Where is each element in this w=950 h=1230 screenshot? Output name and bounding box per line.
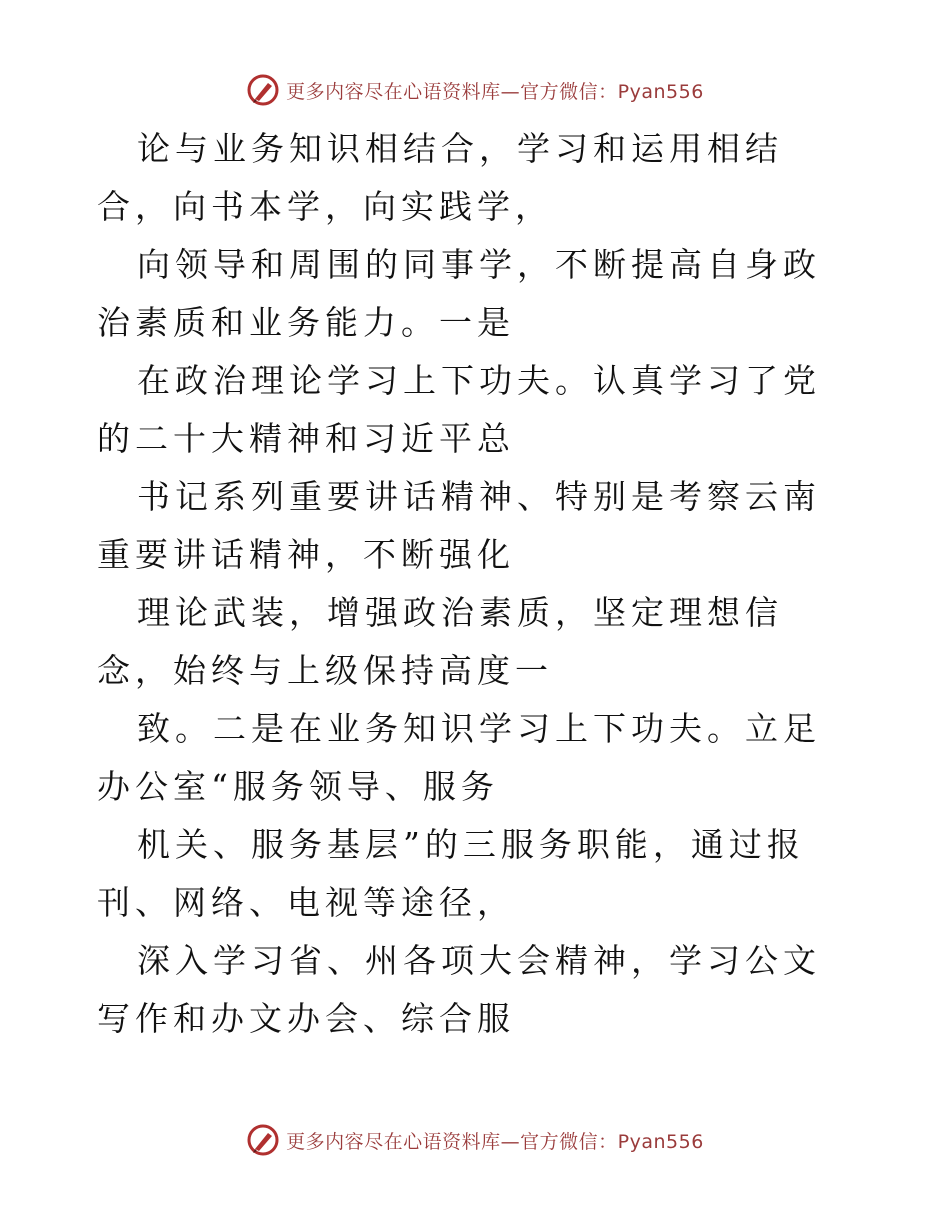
paragraph: 论与业务知识相结合，学习和运用相结合，向书本学，向实践学， [97, 129, 783, 226]
paragraph: 机关、服务基层”的三服务职能，通过报刊、网络、电视等途径， [97, 825, 805, 922]
paragraph: 深入学习省、州各项大会精神，学习公文写作和办文办会、综合服 [97, 941, 821, 1038]
document-body [97, 120, 857, 1048]
paragraph: 书记系列重要讲话精神、特别是考察云南重要讲话精神，不断强化 [97, 477, 821, 574]
header-banner-text: 更多内容尽在心语资料库—官方微信：Pyan556 [286, 80, 704, 103]
paragraph: 致。二是在业务知识学习上下功夫。立足办公室“服务领导、服务 [97, 709, 821, 806]
pen-logo-icon [246, 73, 280, 107]
paragraph: 向领导和周围的同事学，不断提高自身政治素质和业务能力。一是 [97, 245, 821, 342]
footer-banner [0, 1120, 950, 1160]
paragraph: 理论武装，增强政治素质，坚定理想信念，始终与上级保持高度一 [97, 593, 783, 690]
pen-logo-icon [246, 1123, 280, 1157]
footer-banner-text: 更多内容尽在心语资料库—官方微信：Pyan556 [286, 1130, 704, 1153]
header-banner [0, 70, 950, 110]
paragraph: 在政治理论学习上下功夫。认真学习了党的二十大精神和习近平总 [97, 361, 821, 458]
